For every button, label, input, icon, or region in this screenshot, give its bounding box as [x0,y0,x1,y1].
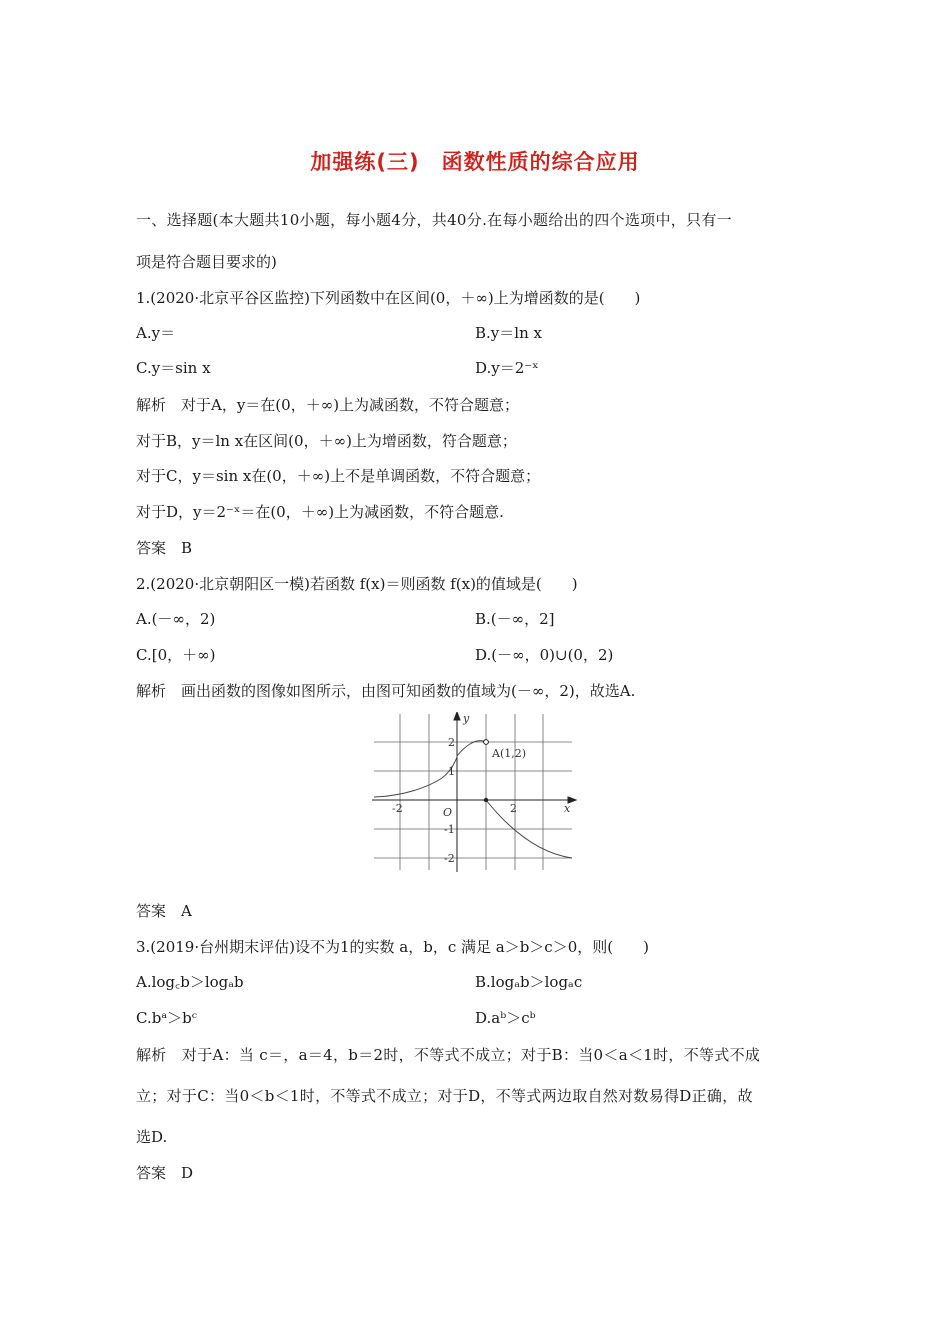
q3-option-a: A.log꜀b＞logₐb [136,973,244,991]
q1-answer: 答案 B [136,539,193,557]
q3-answer: 答案 D [136,1164,194,1182]
q3-analysis-line3: 选D. [136,1128,168,1146]
q2-option-c: C.[0，＋∞) [136,646,216,664]
x-axis-label: x [564,802,571,815]
y-tick-2: 2 [448,736,455,749]
q2-option-d: D.(－∞，0)∪(0，2) [475,646,614,664]
section-header-line2: 项是符合题目要求的) [136,253,277,271]
graph-axes [372,712,576,872]
y-axis-label: y [463,712,470,725]
q1-analysis-line3: 对于C，y＝sin x在(0，＋∞)上不是单调函数，不符合题意； [136,467,541,485]
page-title: 加强练(三) 函数性质的综合应用 [310,150,640,174]
x-tick-neg2: -2 [392,802,403,815]
q1-analysis-line4: 对于D，y＝2⁻ˣ＝在(0，＋∞)上为减函数，不符合题意. [136,503,504,521]
y-tick-1: 1 [448,765,455,778]
open-point-a [484,740,489,745]
q3-option-c: C.bᵃ＞bᶜ [136,1009,197,1027]
q2-option-b: B.(－∞，2] [475,610,555,628]
q2-option-a: A.(－∞，2) [136,610,216,628]
q1-option-c: C.y＝sin x [136,359,211,377]
closed-point [484,798,488,802]
q3-option-d: D.aᵇ＞cᵇ [475,1009,536,1027]
q2-answer: 答案 A [136,902,192,920]
q3-stem: 3.(2019·台州期末评估)设不为1的实数 a，b，c 满足 a＞b＞c＞0，则( ) [136,938,649,956]
curve-middle-branch [457,741,486,756]
q1-analysis-line1: 解析 对于A，y＝在(0，＋∞)上为减函数，不符合题意； [136,396,520,414]
graph-grid [374,714,572,870]
q3-option-b: B.logₐb＞logₐc [475,973,583,991]
point-a-label: A(1,2) [492,747,527,760]
q2-analysis: 解析 画出函数的图像如图所示，由图可知函数的值域为(－∞，2)，故选A. [136,682,636,700]
q1-option-b: B.y＝ln x [475,324,542,342]
y-tick-neg1: -1 [444,823,455,836]
origin-label: O [443,806,453,819]
y-tick-neg2: -2 [444,852,455,865]
q2-stem: 2.(2020·北京朝阳区一模)若函数 f(x)＝则函数 f(x)的值域是( ) [136,575,578,593]
q3-analysis-line2: 立；对于C：当0＜b＜1时，不等式不成立；对于D，不等式两边取自然对数易得D正确，故 [136,1087,753,1105]
x-tick-2: 2 [510,802,517,815]
q1-option-a: A.y＝ [136,324,176,342]
function-graph-figure [372,712,578,874]
q1-stem: 1.(2020·北京平谷区监控)下列函数中在区间(0，＋∞)上为增函数的是( ) [136,289,641,307]
q1-analysis-line2: 对于B，y＝ln x在区间(0，＋∞)上为增函数，符合题意； [136,432,517,450]
q3-analysis-line1: 解析 对于A：当 c＝，a＝4，b＝2时，不等式不成立；对于B：当0＜a＜1时，不等式不成 [136,1046,761,1064]
section-header-line1: 一、选择题(本大题共10小题，每小题4分，共40分.在每小题给出的四个选项中，只有一 [136,211,732,229]
q1-option-d: D.y＝2⁻ˣ [475,359,539,377]
curve-left-branch [374,756,457,797]
